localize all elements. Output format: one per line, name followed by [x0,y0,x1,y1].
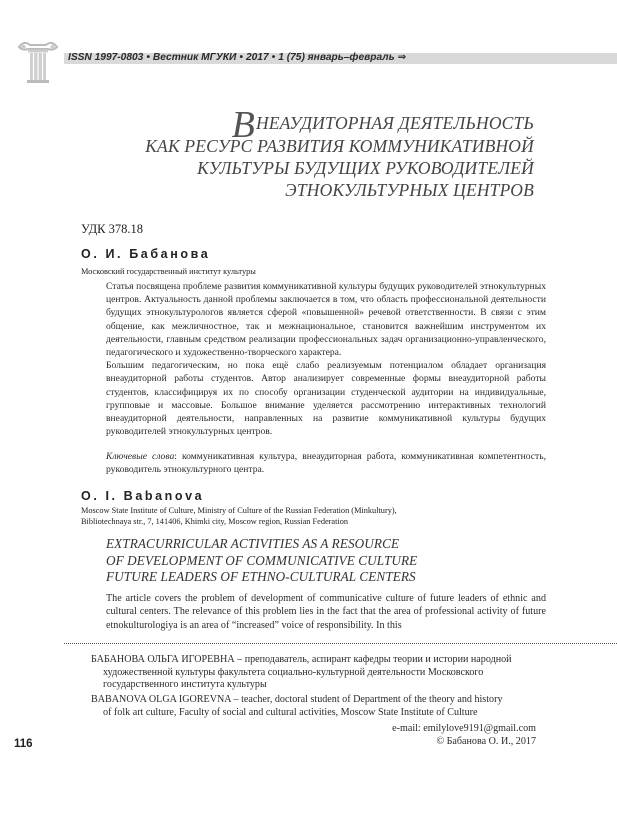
abstract-paragraph: Статья посвящена проблеме развития коммуникативной культуры будущих руководителей этнокультурных центров. Актуальность данной проблемы заключается в том, что область профессиональной деятельности будущих этнокультурологов является сферой «повышенной» речевой ответственности. В связи с этим общение, как межличностное, так и межнациональное, становится важнейшим инструментом их деятельности, главным средством реализации профессиональных задач организационно-управленческого, педагогического и художественно-творческого характера. [106,281,546,359]
affiliation-en [81,505,397,527]
title-initial: В [231,104,256,146]
page-number: 116 [14,738,33,750]
running-header [68,52,409,63]
header-bullet: • [146,52,150,63]
author-info-line: BABANOVA OLGA IGOREVNA – teacher, doctoral student of Department of the theory and history [91,694,503,705]
header-arrow-icon: ⇒ [397,52,407,63]
contact-block [392,723,536,748]
title-en-line: OF DEVELOPMENT OF COMMUNICATIVE CULTURE [106,552,418,568]
title-en-line: EXTRACURRICULAR ACTIVITIES AS A RESOURCE [106,536,400,551]
udc-code: УДК 378.18 [81,222,143,236]
author-email: e-mail: emilylove9191@gmail.com [392,723,536,734]
title-en-line: FUTURE LEADERS OF ETHNO-CULTURAL CENTERS [106,569,416,584]
article-title-ru [145,104,534,201]
abstract-en: The article covers the problem of development of communicative culture of future leaders of ethnic and cultural centers. The relevance of this problem lies in the fact that the area of professional activity of future etnokulturologiya is an area of “increased” voice of responsibility. In this [106,593,546,631]
header-bullet: • [271,52,276,63]
header-year: 2017 [245,52,269,63]
author-info-line: of folk art culture, Faculty of social and cultural activities, Moscow State Institute of Culture [103,706,478,718]
author-info-line: художественной культуры факультета социально-культурной деятельности Московского [103,666,484,678]
title-line: НЕАУДИТОРНАЯ ДЕЯТЕЛЬНОСТЬ [256,113,534,133]
author-name-en: O. I. Babanova [81,489,205,503]
abstract-ru [106,280,546,438]
header-journal: Вестник МГУКИ [152,52,237,63]
header-issn: ISSN 1997-0803 [68,52,144,63]
abstract-paragraph: Большим педагогическим, но пока ещё слабо реализуемым потенциалом обладает организация внеаудиторной работы студентов. Автор анализирует современные формы внеаудиторной работы студентов, классифицируя их по способу организации студенческой аудитории на индивидуальные, групповые и массовые. Большое внимание уделяется рассмотрению интерактивных технологий внеаудиторной деятельности, направленных на развитие коммуникативной культуры будущих руководителей этнокультурных центров. [106,360,546,438]
author-info-ru [91,654,545,692]
keywords-label: Ключевые слова [106,451,175,462]
copyright-notice: © Бабанова О. И., 2017 [436,735,536,747]
title-line: КАК РЕСУРС РАЗВИТИЯ КОММУНИКАТИВНОЙ [145,136,534,156]
footnote-divider [64,643,617,644]
header-bullet: • [239,52,243,63]
article-title-en [106,536,417,586]
keywords-text: : коммуникативная культура, внеаудиторная работа, коммуникативная компетентность, руководитель этнокультурного центра. [106,451,546,476]
affiliation-line: Bibliotechnaya str., 7, 141406, Khimki city, Moscow region, Russian Federation [81,517,349,526]
author-info-line: БАБАНОВА ОЛЬГА ИГОРЕВНА – преподаватель, аспирант кафедры теории и истории народной [91,654,512,665]
author-name-ru: О. И. Бабанова [81,247,211,261]
affiliation-line: Moscow State Institute of Culture, Ministry of Culture of the Russian Federation (Minkultury), [81,506,397,515]
header-issue: 1 (75) январь–февраль [278,52,395,63]
keywords-ru [106,450,546,476]
author-info-en [91,694,545,719]
title-line: ЭТНОКУЛЬТУРНЫХ ЦЕНТРОВ [285,180,534,200]
affiliation-ru: Московский государственный институт культуры [81,267,256,276]
author-info-line: государственного института культуры [103,679,267,691]
column-capital-logo-icon [15,38,61,84]
title-line: КУЛЬТУРЫ БУДУЩИХ РУКОВОДИТЕЛЕЙ [197,158,534,178]
